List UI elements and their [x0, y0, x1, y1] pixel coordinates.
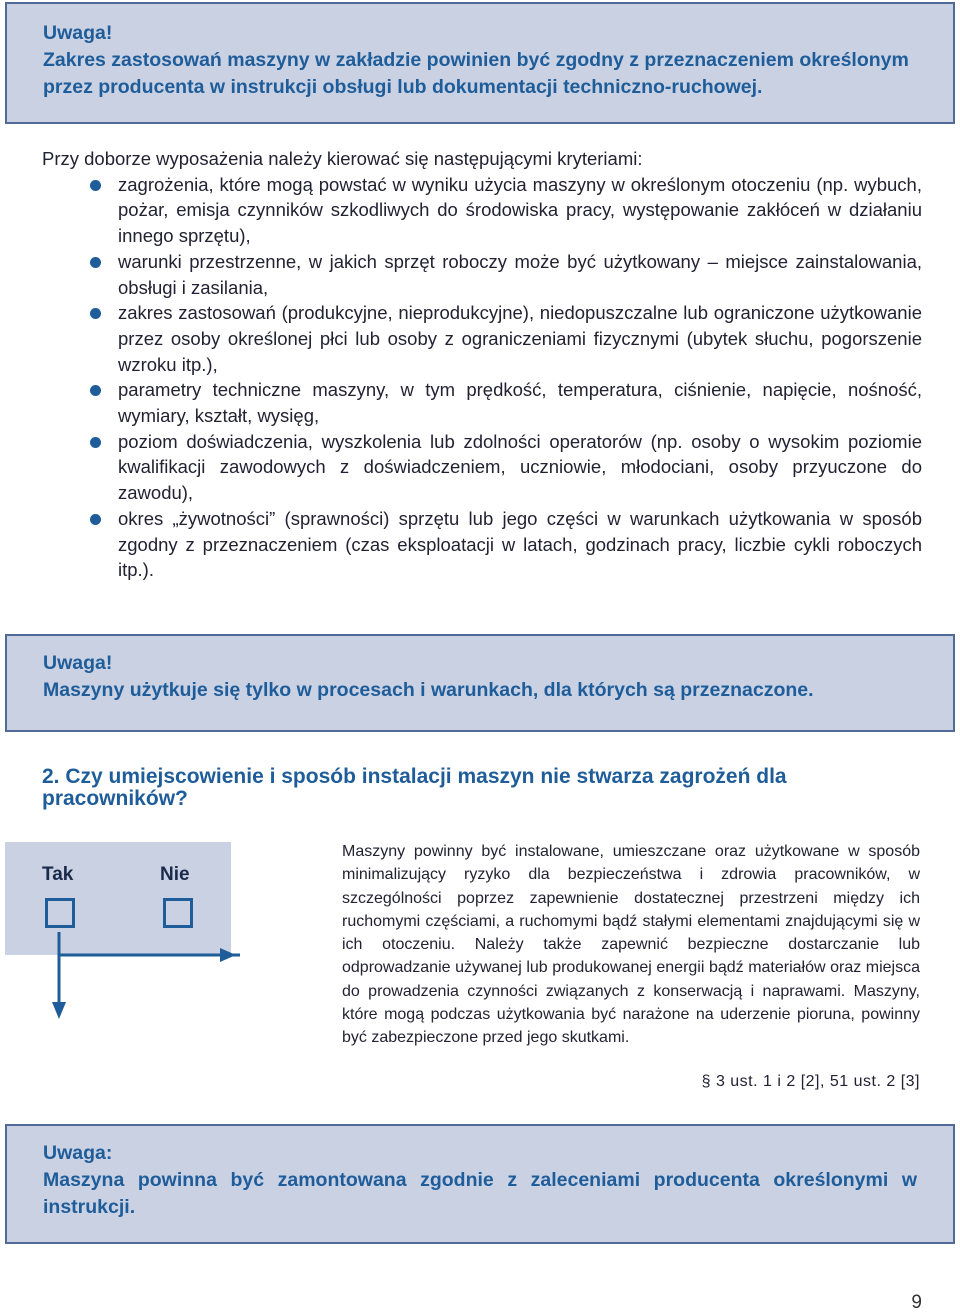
notice-body: Zakres zastosowań maszyny w zakładzie powinien być zgodny z przeznaczeniem określonym przez producenta w instrukcji obsługi lub dokumentacji techniczno-ruchowej.	[43, 49, 909, 98]
notice-body: Maszyny użytkuje się tylko w procesach i warunkach, dla których są przeznaczone.	[43, 679, 814, 701]
criteria-intro: Przy doborze wyposażenia należy kierować się następującymi kryteriami:	[42, 148, 643, 169]
list-item	[42, 172, 922, 249]
bullet-icon	[90, 257, 101, 268]
list-item-text: parametry techniczne maszyny, w tym prędkość, temperatura, ciśnienie, napięcie, nośność, wymiary, kształt, wysięg,	[118, 379, 922, 427]
list-item	[42, 429, 922, 506]
list-item	[42, 506, 922, 583]
notice-box-bottom	[5, 1124, 955, 1244]
explanation-text: Maszyny powinny być instalowane, umieszczane oraz użytkowane w sposób minimalizujący ryzyko dla bezpieczeństwa i zdrowia pracowników, w szczególności poprzez zapewnienie dostatecznej przestrzeni między ich ruchomymi częściami, a ruchomymi bądź stałymi elementami znajdującymi się w ich otoczeniu. Należy także zapewnić bezpieczne dostarczanie lub odprowadzanie używanej lub produkowanej energii bądź materiałów oraz miejsca do prowadzenia czynności związanych z konserwacją i naprawami. Maszyny, które mogą podczas użytkowania być narażone na uderzenie pioruna, powinny być zabezpieczone przed jego skutkami.	[342, 843, 920, 1047]
criteria-section	[42, 146, 922, 583]
list-item-text: poziom doświadczenia, wyszkolenia lub zdolności operatorów (np. osoby o wysokim poziomie kwalifikacji zawodowych z doświadczeniem, uczniowie, młodociani, osoby przyuczone do zawodu),	[118, 430, 922, 504]
list-item	[42, 249, 922, 300]
notice-heading: Uwaga!	[43, 652, 113, 674]
no-label: Nie	[160, 864, 190, 885]
bullet-icon	[90, 180, 101, 191]
yes-label: Tak	[42, 864, 74, 885]
down-arrow-icon	[0, 842, 240, 1022]
question-heading: 2. Czy umiejscowienie i sposób instalacji maszyn nie stwarza zagrożeń dla pracowników?	[42, 765, 787, 810]
list-item-text: zagrożenia, które mogą powstać w wyniku użycia maszyny w określonym otoczeniu (np. wybuch, pożar, emisja czynników szkodliwych do środowiska pracy, występowanie zakłóceń w działaniu innego sprzętu),	[118, 173, 922, 247]
bullet-icon	[90, 385, 101, 396]
list-item-text: warunki przestrzenne, w jakich sprzęt roboczy może być użytkowany – miejsce zainstalowania, obsługi i zasilania,	[118, 250, 922, 298]
page-number: 9	[911, 1292, 922, 1313]
notice-heading: Uwaga!	[43, 22, 113, 44]
list-item	[42, 300, 922, 377]
list-item	[42, 377, 922, 428]
list-item-text: okres „żywotności” (sprawności) sprzętu lub jego części w warunkach użytkowania w sposób zgodny z przeznaczeniem (czas eksploatacji w latach, godzinach pracy, liczbie cykli roboczych itp.).	[118, 507, 922, 581]
bullet-icon	[90, 437, 101, 448]
bullet-icon	[90, 308, 101, 319]
notice-body: Maszyna powinna być zamontowana zgodnie z zaleceniami producenta określonymi w instrukcji.	[43, 1169, 917, 1218]
notice-box-middle	[5, 634, 955, 732]
bullet-icon	[90, 514, 101, 525]
notice-heading: Uwaga:	[43, 1142, 113, 1164]
legal-reference: § 3 ust. 1 i 2 [2], 51 ust. 2 [3]	[701, 1073, 920, 1090]
list-item-text: zakres zastosowań (produkcyjne, nieprodukcyjne), niedopuszczalne lub ograniczone użytkowanie przez osoby określonej płci lub osoby z ograniczeniami fizycznymi (ubytek słuchu, pogorszenie wzroku itp.),	[118, 302, 922, 375]
criteria-list	[42, 172, 922, 583]
notice-box-top	[5, 2, 955, 124]
